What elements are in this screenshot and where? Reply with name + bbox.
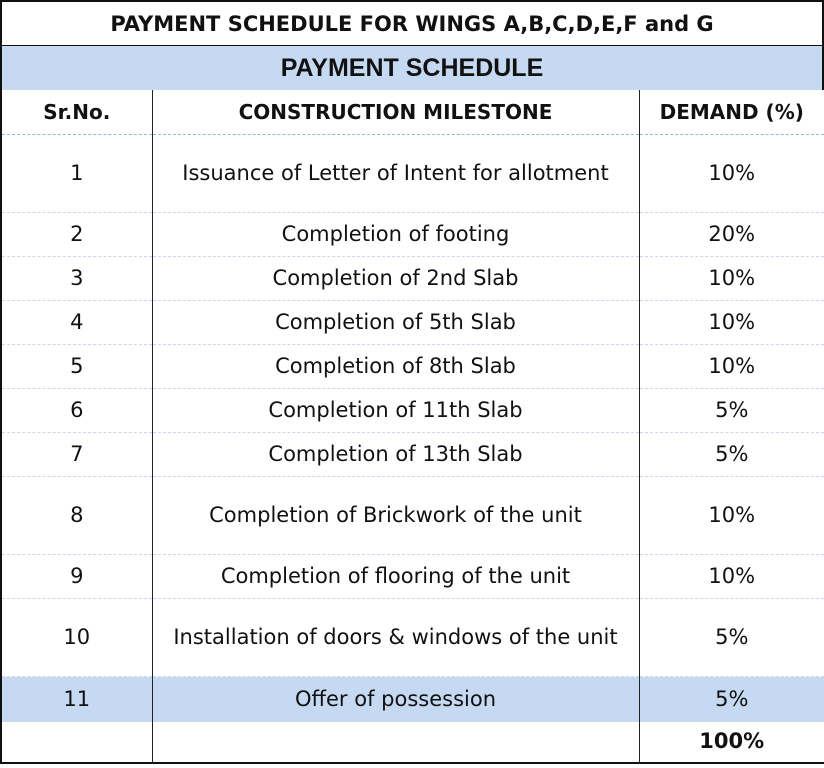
table-row	[1, 135, 824, 213]
milestone-cell: Completion of Brickwork of the unit	[152, 477, 639, 555]
payment-schedule-table	[0, 90, 824, 764]
sr-no-cell: 9	[1, 555, 152, 599]
demand-cell: 20%	[639, 213, 824, 257]
sr-no-cell: 6	[1, 389, 152, 433]
table-row	[1, 301, 824, 345]
header-demand: DEMAND (%)	[639, 90, 824, 135]
milestone-cell: Completion of flooring of the unit	[152, 555, 639, 599]
sr-no-cell: 3	[1, 257, 152, 301]
header-construction-milestone: CONSTRUCTION MILESTONE	[152, 90, 639, 135]
milestone-cell: Completion of 13th Slab	[152, 433, 639, 477]
demand-cell: 10%	[639, 555, 824, 599]
table-row	[1, 599, 824, 677]
sr-no-cell: 2	[1, 213, 152, 257]
sr-no-cell: 4	[1, 301, 152, 345]
total-milestone-cell	[152, 722, 639, 763]
demand-cell: 5%	[639, 433, 824, 477]
table-row	[1, 433, 824, 477]
milestone-cell: Completion of 2nd Slab	[152, 257, 639, 301]
table-row	[1, 213, 824, 257]
milestone-cell: Issuance of Letter of Intent for allotment	[152, 135, 639, 213]
sr-no-cell: 7	[1, 433, 152, 477]
milestone-cell: Completion of 5th Slab	[152, 301, 639, 345]
demand-cell: 5%	[639, 389, 824, 433]
table-row	[1, 555, 824, 599]
milestone-cell: Completion of 11th Slab	[152, 389, 639, 433]
milestone-cell: Installation of doors & windows of the unit	[152, 599, 639, 677]
demand-cell: 5%	[639, 677, 824, 722]
header-row	[1, 90, 824, 135]
demand-cell: 10%	[639, 135, 824, 213]
table-row	[1, 345, 824, 389]
total-demand-cell: 100%	[639, 722, 824, 763]
document-title: PAYMENT SCHEDULE FOR WINGS A,B,C,D,E,F and G	[0, 0, 824, 46]
table-row	[1, 257, 824, 301]
sr-no-cell: 10	[1, 599, 152, 677]
header-sr-no: Sr.No.	[1, 90, 152, 135]
total-row	[1, 722, 824, 763]
total-sr-no-cell	[1, 722, 152, 763]
sr-no-cell: 5	[1, 345, 152, 389]
demand-cell: 10%	[639, 257, 824, 301]
table-caption: PAYMENT SCHEDULE	[0, 46, 824, 90]
table-row	[1, 389, 824, 433]
sr-no-cell: 1	[1, 135, 152, 213]
demand-cell: 10%	[639, 477, 824, 555]
table-row	[1, 477, 824, 555]
demand-cell: 5%	[639, 599, 824, 677]
sr-no-cell: 11	[1, 677, 152, 722]
milestone-cell: Completion of footing	[152, 213, 639, 257]
demand-cell: 10%	[639, 301, 824, 345]
demand-cell: 10%	[639, 345, 824, 389]
table-row-highlighted	[1, 677, 824, 722]
milestone-cell: Completion of 8th Slab	[152, 345, 639, 389]
sr-no-cell: 8	[1, 477, 152, 555]
milestone-cell: Offer of possession	[152, 677, 639, 722]
